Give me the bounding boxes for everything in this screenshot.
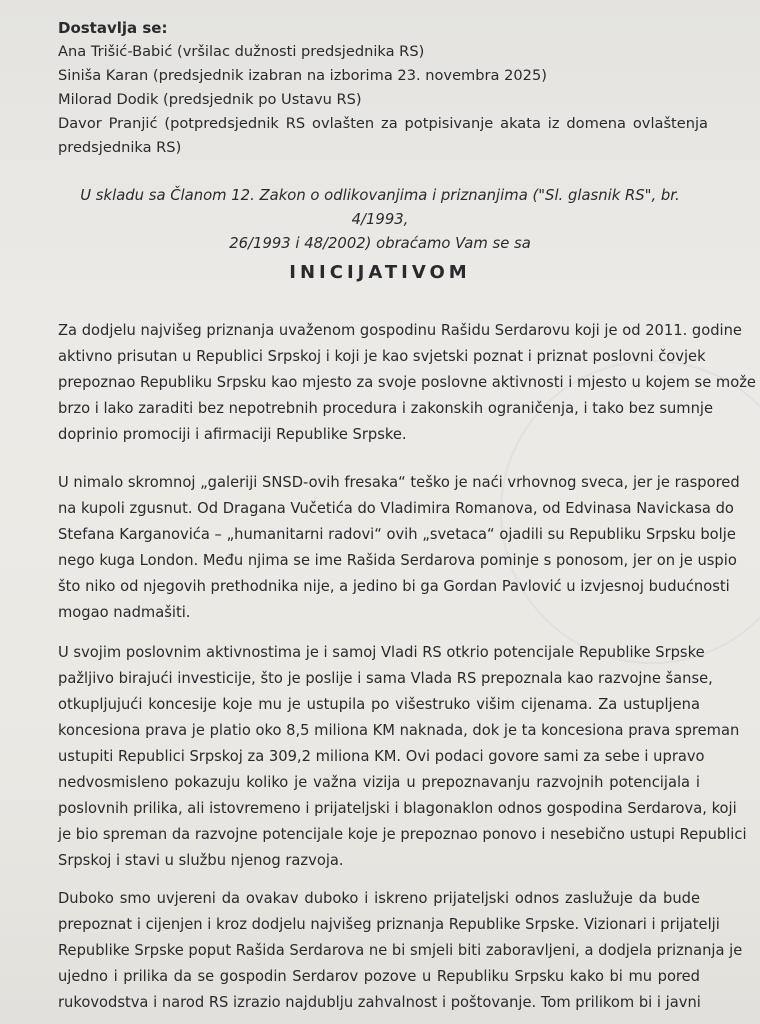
paragraph-line: nedvosmisleno pokazuju koliko je važna vizija u prepoznavanju razvojnih potencijala i (58, 774, 700, 791)
paragraph-line: mogao nadmašiti. (58, 604, 191, 621)
recipients-block (58, 16, 708, 160)
paragraph-line: je bio spreman da razvojne potencijale koje je prepoznao ponovo i nesebično ustupi Republici (58, 826, 747, 843)
legal-basis-line: 26/1993 i 48/2002) obraćamo Vam se sa (229, 235, 531, 252)
paragraph-4 (58, 886, 743, 1016)
paragraph-line: Republike Srpske poput Rašida Serdarova ne bi smjeli biti zaboravljeni, a dodjela priznanja je (58, 942, 743, 959)
paragraph-line: poslovnih prilika, ali istovremeno i prijateljski i blagonaklon odnos gospodina Serdarova, koji (58, 800, 737, 817)
paragraph-line: prepoznat i cijenjen i kroz dodjelu najvišeg priznanja Republike Srpske. Vizionari i prijatelji (58, 916, 720, 933)
legal-basis (70, 184, 690, 256)
legal-basis-line: U skladu sa Članom 12. Zakon o odlikovanjima i priznanjima ("Sl. glasnik RS", br. 4/1993, (80, 187, 680, 228)
recipient-line: predsjednika RS) (58, 139, 182, 156)
paragraph-line: otkupljujući koncesije koje mu je ustupila po višestruko višim cijenama. Za ustupljena (58, 696, 700, 713)
paragraph-line: Za dodjelu najvišeg priznanja uvaženom gospodinu Rašidu Serdarovu koji je od 2011. godine (58, 322, 742, 339)
paragraph-line: doprinio promociji i afirmaciji Republike Srpske. (58, 426, 407, 443)
paragraph-3 (58, 640, 747, 874)
paragraph-line: Srpskoj i stavi u službu njenog razvoja. (58, 852, 344, 869)
paragraph-line: Duboko smo uvjereni da ovakav duboko i iskreno prijateljski odnos zaslužuje da bude (58, 890, 700, 907)
paragraph-line: brzo i lako zaraditi bez nepotrebnih procedura i zakonskih ograničenja, i tako bez sumnje (58, 400, 714, 417)
recipient-line: Davor Pranjić (potpredsjednik RS ovlašten za potpisivanje akata iz domena ovlaštenja (58, 115, 708, 132)
recipient-line: Siniša Karan (predsjednik izabran na izborima 23. novembra 2025) (58, 67, 547, 84)
paragraph-line: ujedno i prilika da se gospodin Serdarov pozove u Republiku Srpsku kako bi mu pored (58, 968, 700, 985)
recipients-title: Dostavlja se: (58, 19, 168, 37)
recipient-line: Milorad Dodik (predsjednik po Ustavu RS) (58, 91, 362, 108)
recipient-line: Ana Trišić-Babić (vršilac dužnosti predsjednika RS) (58, 43, 425, 60)
paragraph-line: prepoznao Republiku Srpsku kao mjesto za svoje poslovne aktivnosti i mjesto u kojem se može (58, 374, 756, 391)
paragraph-line: koncesiona prava je platio oko 8,5 miliona KM naknada, dok je ta koncesiona prava spreman (58, 722, 740, 739)
paragraph-line: nego kuga London. Među njima se ime Rašida Serdarova pominje s ponosom, jer on je uspio (58, 552, 737, 569)
paragraph-1 (58, 318, 756, 448)
paragraph-line: U svojim poslovnim aktivnostima je i samoj Vladi RS otkrio potencijale Republike Srpske (58, 644, 705, 661)
paragraph-line: rukovodstva i narod RS izrazio najdublju zahvalnost i poštovanje. Tom prilikom bi i javni (58, 994, 701, 1011)
paragraph-line: na kupoli zgusnut. Od Dragana Vučetića do Vladimira Romanova, od Edvinasa Navickasa do (58, 500, 734, 517)
paragraph-line: Stefana Karganovića – „humanitarni radovi“ ovih „svetaca“ ojadili su Republiku Srpsku bolje (58, 526, 736, 543)
paragraph-line: što niko od njegovih prethodnika nije, a jedino bi ga Gordan Pavlović u izvjesnoj budućnosti (58, 578, 730, 595)
paragraph-2 (58, 470, 740, 626)
paragraph-line: aktivno prisutan u Republici Srpskoj i koji je kao svjetski poznat i priznat poslovni čovjek (58, 348, 706, 365)
document-heading: INICIJATIVOM (289, 262, 471, 283)
paragraph-line: U nimalo skromnoj „galeriji SNSD-ovih fresaka“ teško je naći vrhovnog sveca, jer je raspored (58, 474, 740, 491)
paragraph-line: ustupiti Republici Srpskoj za 309,2 miliona KM. Ovi podaci govore sami za sebe i upravo (58, 748, 705, 765)
paragraph-line: pažljivo birajući investicije, što je poslije i sama Vlada RS prepoznala kao razvojne šanse, (58, 670, 713, 687)
